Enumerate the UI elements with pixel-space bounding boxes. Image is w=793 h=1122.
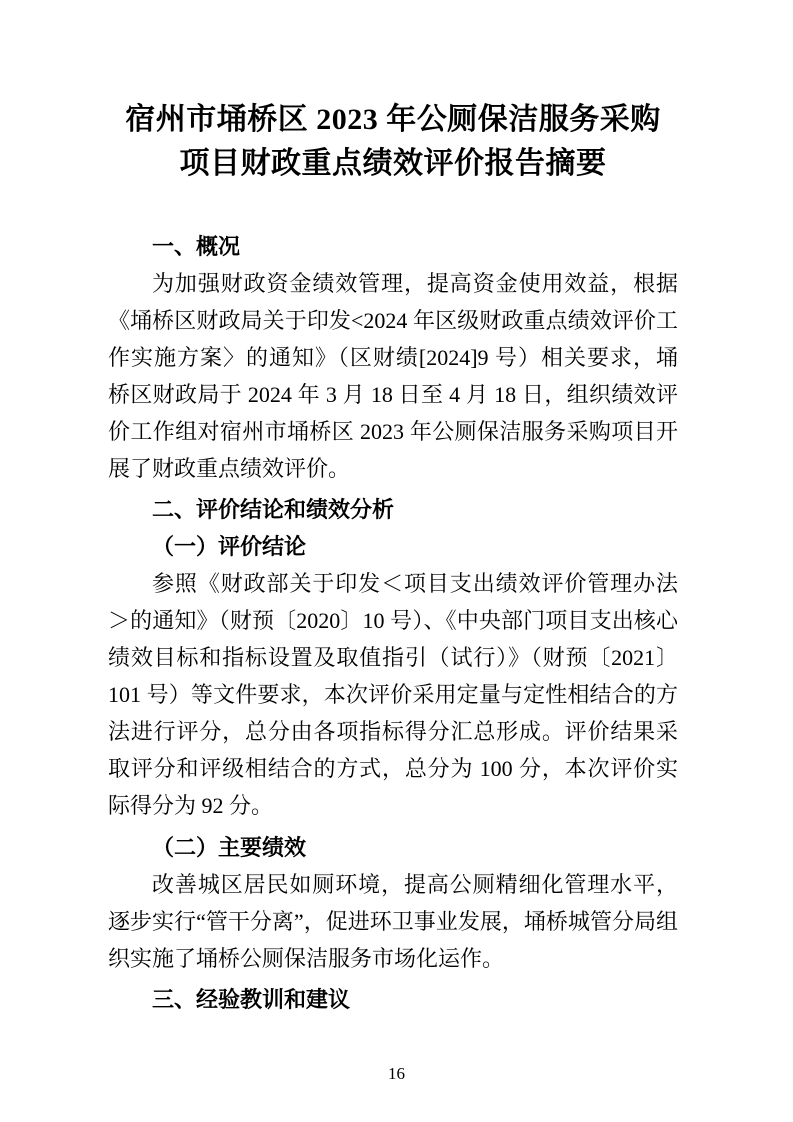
section-heading-overview: 一、概况 [152,234,241,259]
document-content [108,0,678,1018]
paragraph-main-performance: 改善城区居民如厕环境，提高公厕精细化管理水平，逐步实行“管干分离”，促进环卫事业发展，埇桥城管分局组织实施了埇桥公厕保洁服务市场化运作。 [108,872,678,971]
document-title [108,98,678,186]
section-heading-lessons: 三、经验教训和建议 [152,987,351,1012]
page-number: 16 [388,1064,405,1083]
subsection-heading-main-performance: （二）主要绩效 [152,835,307,860]
document-title-line-2: 项目财政重点绩效评价报告摘要 [179,147,607,180]
subsection-heading-evaluation-conclusion: （一）评价结论 [152,534,307,559]
paragraph-evaluation-conclusion: 参照《财政部关于印发＜项目支出绩效评价管理办法＞的通知》（财预〔2020〕10 号）、《中央部门项目支出核心绩效目标和指标设置及取值指引（试行）》（财预〔2021〕101 号）等文件要求，本次评价采用定量与定性相结合的方法进行评分，总分由各项指标得分汇总形成。评价结果采取评分和评级相结合的方式，总分为 100 分，本次评价实际得分为 92 分。 [108,571,678,818]
section-heading-conclusion: 二、评价结论和绩效分析 [152,497,395,522]
document-title-line-1: 宿州市埇桥区 2023 年公厕保洁服务采购 [125,103,661,136]
paragraph-overview: 为加强财政资金绩效管理，提高资金使用效益，根据《埇桥区财政局关于印发<2024 年区级财政重点绩效评价工作实施方案〉的通知》（区财绩[2024]9 号）相关要求，埇桥区财政局于 2024 年 3 月 18 日至 4 月 18 日，组织绩效评价工作组对宿州市埇桥区 2023 年公厕保洁服务采购项目开展了财政重点绩效评价。 [108,271,678,481]
